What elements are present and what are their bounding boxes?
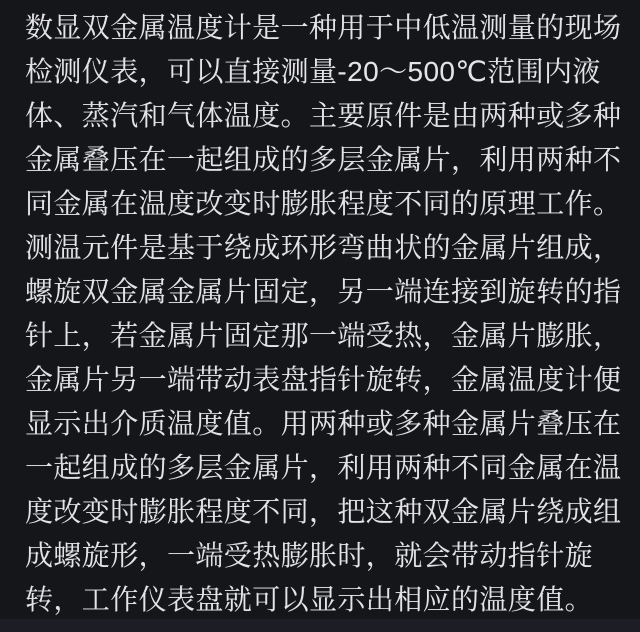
text-line: 成螺旋形，一端受热膨胀时，就会带动指针旋 bbox=[25, 540, 594, 571]
text-line: 数显双金属温度计是一种用于中低温测量的现场 bbox=[25, 12, 622, 43]
text-line: 度改变时膨胀程度不同，把这种双金属片绕成组 bbox=[25, 496, 622, 527]
text-line: 同金属在温度改变时膨胀程度不同的原理工作。 bbox=[25, 188, 622, 219]
text-line: 螺旋双金属金属片固定，另一端连接到旋转的指 bbox=[25, 276, 622, 307]
text-line: 体、蒸汽和气体温度。主要原件是由两种或多种 bbox=[25, 100, 622, 131]
article-text bbox=[25, 6, 630, 622]
text-line: 显示出介质温度值。用两种或多种金属片叠压在 bbox=[25, 408, 622, 439]
text-line: 金属叠压在一起组成的多层金属片，利用两种不 bbox=[25, 144, 622, 175]
text-line: 检测仪表，可以直接测量-20～500℃范围内液 bbox=[25, 56, 601, 87]
bottom-edge-bar bbox=[0, 619, 640, 632]
text-line: 针上，若金属片固定那一端受热，金属片膨胀， bbox=[25, 320, 622, 351]
text-line: 一起组成的多层金属片，利用两种不同金属在温 bbox=[25, 452, 622, 483]
text-line: 金属片另一端带动表盘指针旋转，金属温度计便 bbox=[25, 364, 622, 395]
text-line: 转，工作仪表盘就可以显示出相应的温度值。 bbox=[25, 584, 594, 615]
text-line: 测温元件是基于绕成环形弯曲状的金属片组成， bbox=[25, 232, 622, 263]
